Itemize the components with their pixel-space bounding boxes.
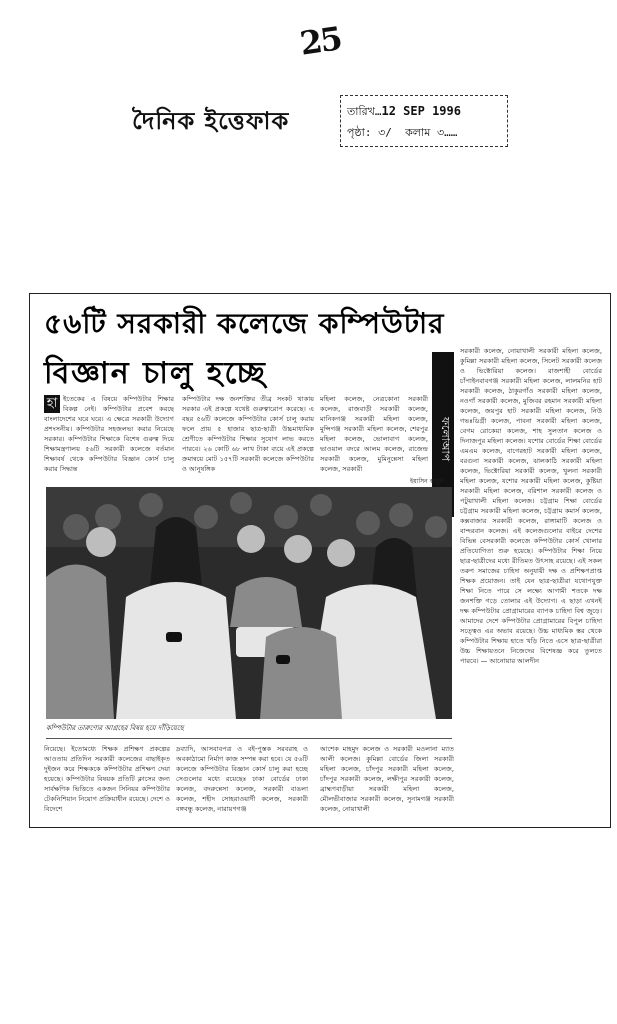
stamp-date: 12 SEP 1996 [381, 104, 461, 118]
news-clipping [29, 293, 611, 828]
article-column-1 [44, 394, 174, 486]
article-photo [46, 487, 452, 719]
stamp-date-label: তারিখ [347, 105, 375, 118]
article-column-3: মহিলা কলেজ, নেত্রকোনা সরকারী কলেজ, রাজবাড়ী সরকারী কলেজ, মানিকগঞ্জ সরকারী মহিলা কলেজ, মুন্সিগঞ্জ সরকারী মহিলা কলেজ, শেরপুর মহিলা কলেজ, ভোলাবাগ কলেজ, ভাওয়াল বদরে আলম কলেজ, রাজেন্দ্র সরকারী কলেজ, মুমিনুন্নেসা মহিলা কলেজ, সরকারী [320, 395, 428, 473]
stamp-column-value: ৩ [436, 126, 445, 139]
classroom-photo-illustration [46, 487, 452, 719]
photo-caption: কম্পিউটার তারুণ্যের আগ্রহের বিষয় হয়ে দাঁড়িয়েছে [46, 722, 452, 739]
headline-line-2: বিজ্ঞান চালু হচ্ছে [44, 356, 267, 391]
section-tag: ফলোআপ [432, 352, 454, 517]
drop-cap: হা [44, 395, 60, 413]
stamp-page-value: ৩/ [378, 126, 392, 139]
stamp-date-row: তারিখ…12 SEP 1996 [347, 104, 461, 118]
article-bottom-column-2: দ্রব্যাদি, আসবাবপত্র ও বই-পুস্তক সরবরাহ ও অবকাঠামো নির্মাণ কাজ সম্পন্ন করা হবে। যে ৫৬টি কলেজে কম্পিউটার বিজ্ঞান কোর্স চালু করা হচ্ছে সেগুলোর মধ্যে রয়েছেঃ ঢাকা বোর্ডের ঢাকা কলেজ, বদরুন্নেসা কলেজ, সরকারী বাঙলা কলেজ, শহীদ সোহরাওয়ার্দী কলেজ, সরকারী বঙ্গবন্ধু কলেজ, নারায়ণগঞ্জ [176, 745, 308, 813]
photo-credit: ইয়াসিন কাবুল [410, 478, 444, 485]
article-column-right: সরকারী কলেজ, নোয়াখালী সরকারী মহিলা কলেজ, কুমিল্লা সরকারী মহিলা কলেজ, সিলেট সরকারী কলেজ ও ভিক্টোরিয়া কলেজ। রাজশাহী বোর্ডের চাঁপাইনবাবগঞ্জ সরকারী মহিলা কলেজ, লালমনির হাট সরকারী কলেজ, ঠাকুরগাঁও সরকারী মহিলা কলেজ, নওগাঁ সরকারী কলেজ, মুজিবর রহমান সরকারী মহিলা কলেজ, জয়পুর হাট সরকারী মহিলা কলেজ, নিউ গভঃডিগ্রী কলেজ, পাবনা সরকারী মহিলা কলেজ, বেগম রোকেয়া কলেজ, শাহ সুলতান কলেজ ও দিনাজপুর মহিলা কলেজ। যশোর বোর্ডের শিক্ষা বোর্ডের এমএম কলেজ, বাগেরহাট সরকারী মহিলা কলেজ, বরগুনা সরকারী কলেজ, ঝালকাঠি সরকারী মহিলা কলেজ, ভিক্টোরিয়া সরকারী কলেজ, খুলনা সরকারী মহিলা কলেজ, যশোর সরকারী মহিলা কলেজ, কুষ্টিয়া সরকারী মহিলা কলেজ, বরিশাল সরকারী কলেজ ও পটুয়াখালী মহিলা কলেজ। চট্টগ্রাম শিক্ষা বোর্ডের চট্টগ্রাম সরকারী মহিলা কলেজ, চট্টগ্রাম কমার্স কলেজ, কক্সবাজার সরকারী কলেজ, রাঙ্গামাটি কলেজ ও বান্দরবান কলেজ। এই কলেজগুলোর বাইরে দেশের বিভিন্ন বেসরকারী কলেজে কম্পিউটার কোর্স খোলার প্রতিযোগিতা শুরু হয়েছে। কম্পিউটার শিক্ষা নিয়ে ছাত্র-ছাত্রীদের মধ্যে রীতিমত উৎসাহ রয়েছে। এই সকল তরুণ সমাজের চাহিদা অনুযায়ী দক্ষ ও প্রশিক্ষণপ্রাপ্ত শিক্ষক প্রয়োজন। তাই যেন ছাত্র-ছাত্রীরা যথোপযুক্ত শিক্ষা নিতে পারে সে লক্ষ্যে আগামী শতকে দক্ষ জনশক্তি গড়ে তোলার এই উদ্যোগ। এ ছাড়া এখনই দক্ষ কম্পিউটার প্রোগ্রামারের ব্যাপক চাহিদা বিশ্ব জুড়ে। আমাদের দেশে কম্পিউটার প্রোগ্রামারের বিপুল চাহিদা সত্ত্বেও এর অভাব রয়েছে। উচ্চ মাধ্যমিক স্তর থেকে কম্পিউটার শিক্ষায় হাতে খড়ি নিতে এসে ছাত্র-ছাত্রীরা উচ্চ শিক্ষায়তনে নিজেদের বিশেষজ্ঞ করে তুলতে পারবে। — আনোয়ার আলদীন [460, 347, 602, 665]
article-column-1-text: ইতেকের এ বিষয়ে কম্পিউটার শিক্ষার বিকল্প নেই। কম্পিউটার প্রবেশ করছে বাংলাদেশের ঘরে ঘরে। এ ক্ষেত্রে সরকারী উদ্যোগ প্রশংসনীয়। কম্পিউটার সহজলভ্য করার নিয়েছে সরকার। কম্পিউটার শিক্ষাকে বিশেষ গুরুত্ব দিয়ে শিক্ষামন্ত্রণালয় ৫৬টি সরকারী কলেজে বর্তমান শিক্ষাবর্ষ থেকে কম্পিউটার বিজ্ঞান কোর্স চালু করার সিদ্ধান্ত [44, 395, 174, 473]
page-number: 25 [297, 19, 343, 63]
headline-line-1: ৫৬টি সরকারী কলেজে কম্পিউটার [44, 307, 445, 340]
newspaper-masthead: দৈনিক ইত্তেফাক [132, 106, 290, 135]
article-bottom-column-1: নিয়েছে। ইতোমধ্যে শিক্ষক প্রশিক্ষণ প্রকল্পের আওতায় প্রতিদিন সরকারী কলেজের বাছাইকৃত দুইজন করে শিক্ষককে কম্পিউটার প্রশিক্ষণ দেয়া হয়েছে। কম্পিউটার বিষয়ক প্রতিটি ক্লাসের জন্য সার্বক্ষণিক ভিত্তিতে একজন সিনিয়র কম্পিউটার টেকনিশিয়ান নিয়োগ প্রক্রিয়াধীন রয়েছে। দেশে ও বিদেশে [44, 745, 170, 813]
article-column-2: কম্পিউটার দক্ষ জনশক্তির তীব্র সংকট থাকায় সরকার এই প্রকল্পে যথেষ্ট গুরুত্বারোপ করেছে। এ বছর ৫৬টি কলেজে কম্পিউটার কোর্স চালু করায় ফলে প্রায় ৫ হাজার ছাত্র-ছাত্রী উচ্চমাধ্যমিক শ্রেণীতে কম্পিউটার শিক্ষার সুযোগ লাভ করতে পারবে। ২৬ কোটি ৬৮ লাখ টাকা ব্যয়ে এই প্রকল্পে ক্রমান্বয়ে মোট ১৫৭টি সরকারী কলেজে কম্পিউটার ও আনুষঙ্গিক [182, 395, 314, 473]
stamp-page-row: পৃষ্ঠা: ৩/ কলাম ৩…… [347, 126, 458, 139]
archive-stamp [340, 95, 508, 147]
article-bottom-column-3: আশেক মাহমুদ কলেজ ও সরকারী মওলানা ম্যাত আলী কলেজ। কুমিল্লা বোর্ডের জিলা সরকারী মহিলা কলেজ, চাঁদপুর সরকারী মহিলা কলেজ, চাঁদপুর সরকারী কলেজ, লক্ষীপুর সরকারী কলেজ, ব্রাহ্মণবাড়ীয়া সরকারী মহিলা কলেজ, মৌলভীবাজার সরকারী কলেজ, সুনামগঞ্জ সরকারী কলেজ, নোয়াখালী [320, 745, 454, 813]
stamp-column-label: কলাম [405, 126, 431, 139]
stamp-page-label: পৃষ্ঠা [347, 126, 365, 139]
